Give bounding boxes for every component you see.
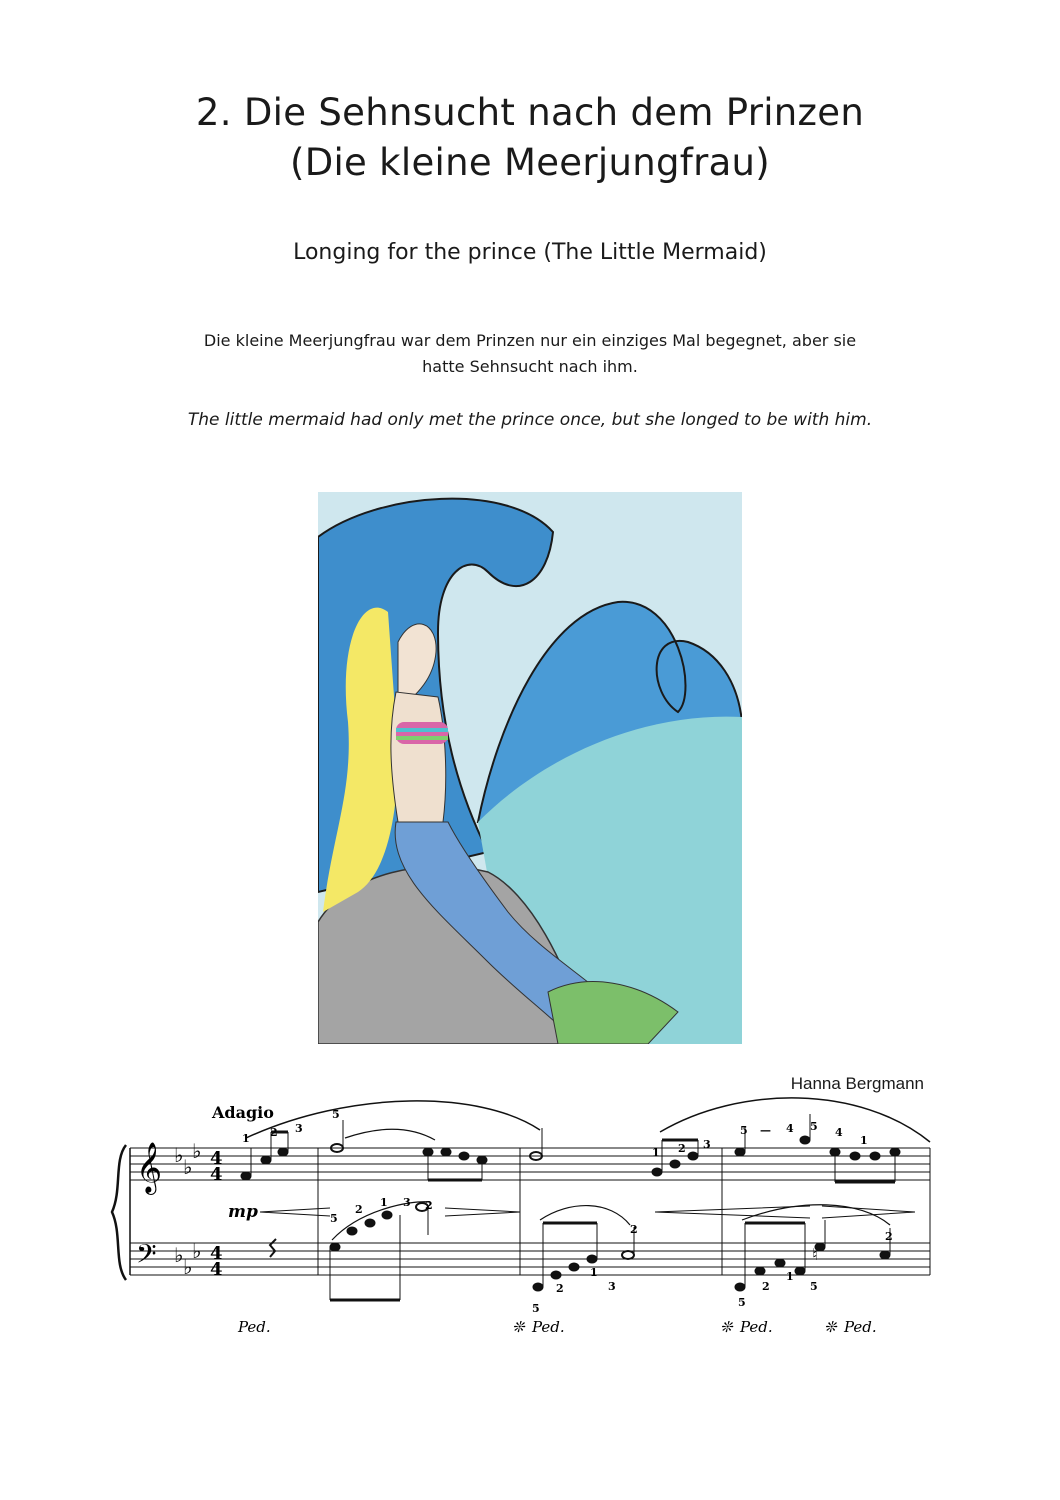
svg-text:4: 4 [835,1126,843,1139]
svg-text:♭: ♭ [192,1239,202,1263]
svg-text:Ped.: Ped. [238,1318,271,1336]
bass-clef-icon: 𝄢 [136,1238,157,1276]
svg-text:2: 2 [270,1126,278,1139]
svg-text:2: 2 [762,1280,770,1293]
svg-text:5: 5 [810,1120,818,1133]
description-english: The little mermaid had only met the prince once, but she longed to be with him. [187,410,873,430]
time-signature-top: 4 [210,1148,223,1169]
svg-text:5: 5 [532,1302,540,1315]
svg-text:♭: ♭ [192,1139,202,1163]
svg-text:3: 3 [403,1196,411,1209]
svg-text:Ped.: Ped. [740,1318,773,1336]
subtitle: Longing for the prince (The Little Mermaid) [293,240,767,265]
rest-icon [270,1239,276,1257]
mermaid-top [396,722,448,744]
svg-text:2: 2 [885,1230,893,1243]
svg-text:5: 5 [810,1280,818,1293]
sheet-music [100,1090,960,1350]
svg-text:♭: ♭ [183,1255,193,1279]
natural-accidental: ♮ [812,1245,818,1264]
svg-text:2: 2 [355,1203,363,1216]
svg-text:Ped.: Ped. [532,1318,565,1336]
svg-text:1: 1 [380,1196,388,1209]
key-signature-bass [174,1239,201,1279]
dynamic-marking: mp [228,1202,258,1222]
time-signature-bass-top: 4 [210,1243,223,1264]
grand-staff-brace [112,1145,126,1280]
mermaid-illustration [318,492,742,1044]
title-line-2: (Die kleine Meerjungfrau) [289,141,771,184]
pedal-markings [237,1318,877,1336]
mermaid-torso [391,692,446,822]
decrescendo-hairpin [445,1208,520,1216]
time-signature-bottom: 4 [210,1164,223,1185]
description-german-line-2: hatte Sehnsucht nach ihm. [422,357,638,376]
key-signature-treble [174,1139,201,1179]
svg-text:3: 3 [608,1280,616,1293]
svg-text:♭: ♭ [174,1243,184,1267]
svg-text:2: 2 [556,1282,564,1295]
crescendo-hairpin [260,1208,330,1216]
svg-text:♭: ♭ [174,1143,184,1167]
title-line-1: 2. Die Sehnsucht nach dem Prinzen [195,91,865,134]
svg-text:5: 5 [740,1124,748,1137]
svg-text:❊: ❊ [720,1318,733,1336]
svg-text:3: 3 [295,1122,303,1135]
slur-phrase-1 [246,1101,540,1138]
description-german [150,328,910,380]
svg-text:2: 2 [630,1223,638,1236]
svg-text:5: 5 [332,1108,340,1121]
tempo-marking: Adagio [212,1103,274,1122]
svg-text:♭: ♭ [183,1155,193,1179]
svg-text:❊: ❊ [512,1318,525,1336]
treble-clef-icon: 𝄞 [136,1142,163,1193]
svg-text:1: 1 [786,1270,794,1283]
page-title [0,88,1060,188]
svg-text:4: 4 [786,1122,794,1135]
svg-text:3: 3 [703,1138,711,1151]
bass-fingerings [330,1196,893,1315]
svg-text:1: 1 [860,1134,868,1147]
time-signature-bass-bottom: 4 [210,1259,223,1280]
svg-text:❊: ❊ [824,1318,837,1336]
slur-phrase-2 [660,1098,930,1142]
description-german-line-1: Die kleine Meerjungfrau war dem Prinzen nur ein einziges Mal begegnet, aber sie [203,331,857,350]
svg-text:1: 1 [242,1132,250,1145]
bass-staff [130,1243,930,1275]
svg-text:5: 5 [738,1296,746,1309]
svg-text:2: 2 [425,1199,433,1212]
bar-lines [318,1148,930,1275]
svg-text:1: 1 [652,1146,660,1159]
svg-text:5: 5 [330,1212,338,1225]
svg-text:Ped.: Ped. [844,1318,877,1336]
composer-name: Hanna Bergmann [790,1074,924,1093]
svg-text:1: 1 [590,1266,598,1279]
svg-text:2: 2 [678,1142,686,1155]
svg-text:—: — [760,1124,771,1137]
